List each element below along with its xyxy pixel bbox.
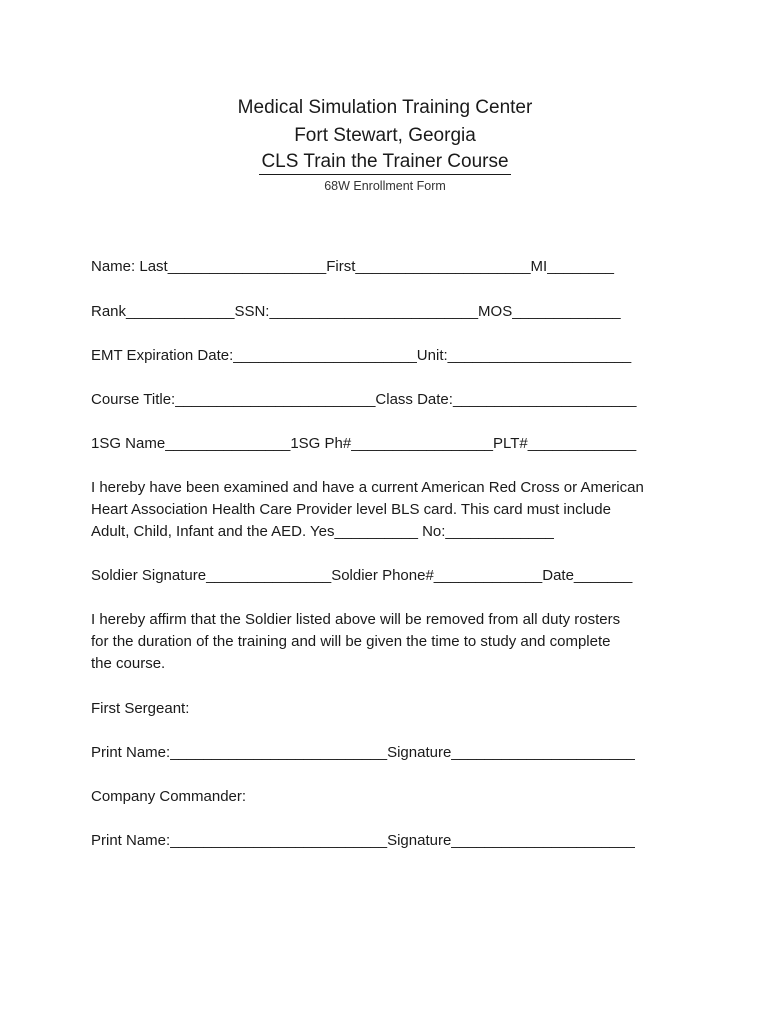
first-sergeant-print-signature-row[interactable]: Print Name:__________________________Signature______________________ (91, 744, 635, 761)
header-course-title: CLS Train the Trainer Course (259, 150, 510, 175)
form-header (0, 94, 770, 195)
duty-affirmation-statement: I hereby affirm that the Soldier listed above will be removed from all duty rosters for the duration of the training and will be given the time to study and complete the course. (91, 611, 621, 672)
course-class-date-row[interactable]: Course Title:________________________Class Date:______________________ (91, 391, 637, 408)
bls-certification-statement[interactable]: I hereby have been examined and have a current American Red Cross or American Heart Association Health Care Provider level BLS card. This card must include Adult, Child, Infant and the AED. Yes__________ No:_____________ (91, 479, 644, 540)
header-location: Fort Stewart, Georgia (294, 125, 476, 146)
soldier-signature-row[interactable]: Soldier Signature_______________Soldier Phone#_____________Date_______ (91, 567, 633, 584)
first-sergeant-contact-row[interactable]: 1SG Name_______________1SG Ph#_________________PLT#_____________ (91, 435, 637, 452)
header-center-name: Medical Simulation Training Center (237, 97, 533, 118)
company-commander-label: Company Commander: (91, 788, 247, 805)
form-subtitle: 68W Enrollment Form (324, 179, 446, 193)
emt-unit-row[interactable]: EMT Expiration Date:______________________Unit:______________________ (91, 347, 632, 364)
name-field-row[interactable]: Name: Last___________________First_____________________MI________ (91, 258, 614, 275)
rank-ssn-mos-row[interactable]: Rank_____________SSN:_________________________MOS_____________ (91, 303, 621, 320)
company-commander-print-signature-row[interactable]: Print Name:__________________________Signature______________________ (91, 832, 635, 849)
first-sergeant-label: First Sergeant: (91, 700, 190, 717)
